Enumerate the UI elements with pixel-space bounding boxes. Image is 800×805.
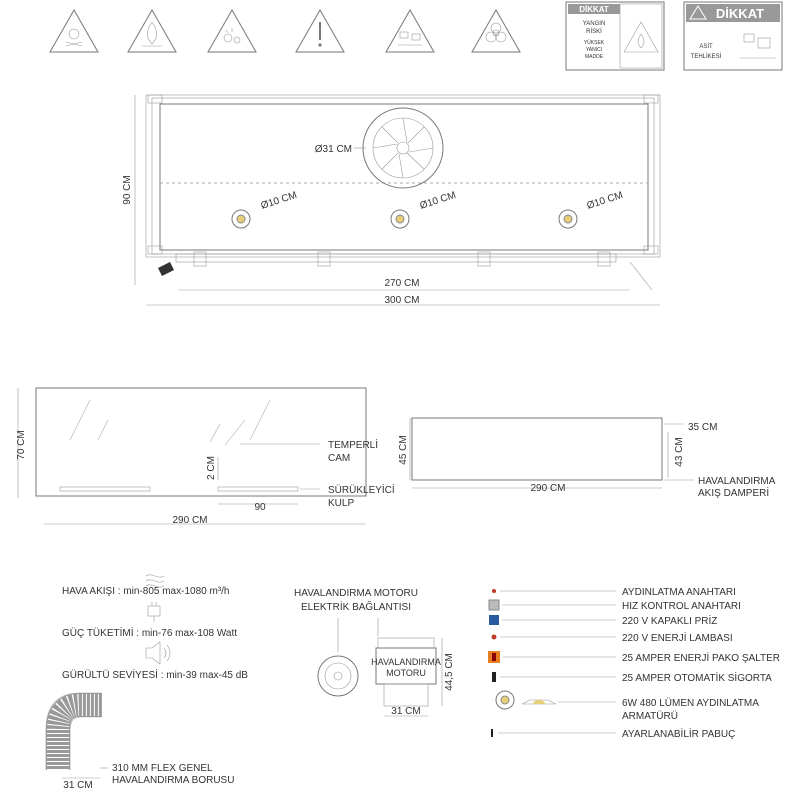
handle-label-line1: SÜRÜKLEYİCİ: [328, 485, 395, 496]
legend-item-pako-switch: [488, 651, 780, 664]
flex-pipe-icon: [46, 693, 102, 770]
flex-pipe-label-line2: HAVALANDIRMA BORUSU: [112, 775, 235, 786]
damper-height-dim: 45 CM: [398, 435, 409, 465]
top-view-inner-width-dim: 270 CM: [384, 278, 420, 289]
speed-switch-icon: [489, 600, 499, 610]
light-switch-icon: [492, 589, 496, 593]
top-view-outer-width-dim: 300 CM: [384, 295, 420, 306]
legend-indicator-lamp-label: 220 V ENERJİ LAMBASI: [622, 633, 733, 644]
legend-item-socket: [489, 614, 717, 627]
handle-offset-dim: 2 CM: [206, 456, 217, 480]
flammable-warning-icon: [128, 10, 176, 52]
motor-title-line2: ELEKTRİK BAĞLANTISI: [300, 602, 412, 613]
motor-title-line1: HAVALANDIRMA MOTORU: [294, 588, 418, 599]
fire-label-line2: RİSKİ: [586, 29, 602, 35]
lamp-diameter-middle: Ø10 CM: [418, 189, 458, 212]
flex-pipe: [46, 693, 234, 791]
plug-icon: [148, 602, 160, 622]
legend-speed-switch-label: HIZ KONTROL ANAHTARI: [622, 601, 741, 612]
damper-right-dim: 43 CM: [674, 437, 685, 467]
acid-label-line1: ASİT: [699, 44, 713, 50]
fuse-icon: [492, 672, 496, 682]
lamp-middle-icon: [391, 210, 409, 228]
specs-block: [62, 575, 248, 681]
handle-label-line2: KULP: [328, 498, 355, 509]
fire-label-line4: YANICI: [585, 47, 603, 53]
damper-label-line2: AKIŞ DAMPERİ: [698, 488, 770, 499]
general-warning-icon: [296, 10, 344, 52]
legend-item-indicator-lamp: [492, 631, 733, 644]
motor-front-icon: [318, 656, 358, 696]
lamp-right-icon: [559, 210, 577, 228]
indicator-lamp-icon: [492, 635, 497, 640]
legend: [488, 587, 780, 740]
spec-power: GÜÇ TÜKETİMİ : min-76 max-108 Watt: [62, 628, 238, 639]
adjustable-foot-icon: [491, 729, 493, 737]
motor-block: [294, 588, 455, 717]
legend-pako-switch-label: 25 AMPER ENERJİ PAKO ŞALTER: [622, 653, 781, 664]
corrosive-warning-icon: [386, 10, 434, 52]
top-view: [122, 95, 660, 306]
explosive-warning-icon: [208, 10, 256, 52]
legend-fuse-label: 25 AMPER OTOMATİK SİGORTA: [622, 673, 772, 684]
legend-light-switch-label: AYDINLATMA ANAHTARI: [622, 587, 736, 598]
socket-icon: [489, 615, 499, 625]
fan-diameter-label: Ø31 CM: [314, 144, 352, 155]
legend-item-led-fixture: [496, 691, 759, 722]
damper-width-dim: 290 CM: [530, 483, 566, 494]
legend-led-fixture-label: 6W 480 LÜMEN AYDINLATMA: [622, 698, 759, 709]
acid-label-line2: TEHLİKESİ: [690, 54, 722, 60]
acid-risk-label: [684, 2, 782, 70]
damper-top-dim: 35 CM: [688, 422, 718, 433]
damper-label-line1: HAVALANDIRMA: [698, 476, 776, 487]
sash-width-dim: 290 CM: [172, 515, 208, 526]
exhaust-fan-icon: [363, 108, 443, 188]
acid-label-header: DİKKAT: [715, 6, 765, 21]
spec-noise: GÜRÜLTÜ SEVİYESİ : min-39 max-45 dB: [62, 670, 248, 681]
damper-view: [398, 418, 776, 499]
fire-risk-label: [566, 2, 664, 70]
glass-label-line2: CAM: [328, 453, 351, 464]
fire-label-header: DİKKAT: [579, 5, 609, 14]
motor-box-label-line2: MOTORU: [386, 668, 426, 678]
speaker-icon: [146, 642, 170, 664]
led-fixture-icon: [496, 691, 556, 709]
motor-height-dim: 44,5 CM: [444, 653, 455, 691]
biohazard-warning-icon: [472, 10, 520, 52]
fire-label-line3: YÜKSEK: [583, 40, 605, 46]
sash-height-dim: 70 CM: [16, 430, 27, 460]
sash-view: [16, 388, 395, 526]
toxic-warning-icon: [50, 10, 98, 52]
flex-pipe-label-line1: 310 MM FLEX GENEL: [112, 763, 213, 774]
flex-pipe-dim: 31 CM: [63, 780, 93, 791]
lamp-diameter-left: Ø10 CM: [259, 189, 299, 212]
legend-item-adjustable-foot: [491, 727, 735, 740]
legend-item-speed-switch: [489, 600, 741, 612]
legend-led-fixture-label-line2: ARMATÜRÜ: [622, 711, 678, 722]
legend-adjustable-foot-label: AYARLANABİLİR PABUÇ: [622, 729, 736, 740]
motor-box-label-line1: HAVALANDIRMA: [371, 657, 441, 667]
lamp-left-icon: [232, 210, 250, 228]
legend-item-fuse: [492, 671, 772, 684]
handle-length-dim: 90: [254, 502, 266, 513]
fire-label-line1: YANGIN: [582, 21, 606, 27]
lamp-diameter-right: Ø10 CM: [585, 189, 625, 212]
motor-width-dim: 31 CM: [391, 706, 421, 717]
glass-label-line1: TEMPERLİ: [328, 440, 379, 451]
fire-label-line5: MADDE: [584, 54, 604, 60]
spec-airflow: HAVA AKIŞI : min-805 max-1080 m³/h: [62, 586, 230, 597]
legend-item-light-switch: [492, 587, 736, 598]
legend-socket-label: 220 V KAPAKLI PRİZ: [622, 616, 718, 627]
top-view-height-dim: 90 CM: [122, 175, 133, 205]
